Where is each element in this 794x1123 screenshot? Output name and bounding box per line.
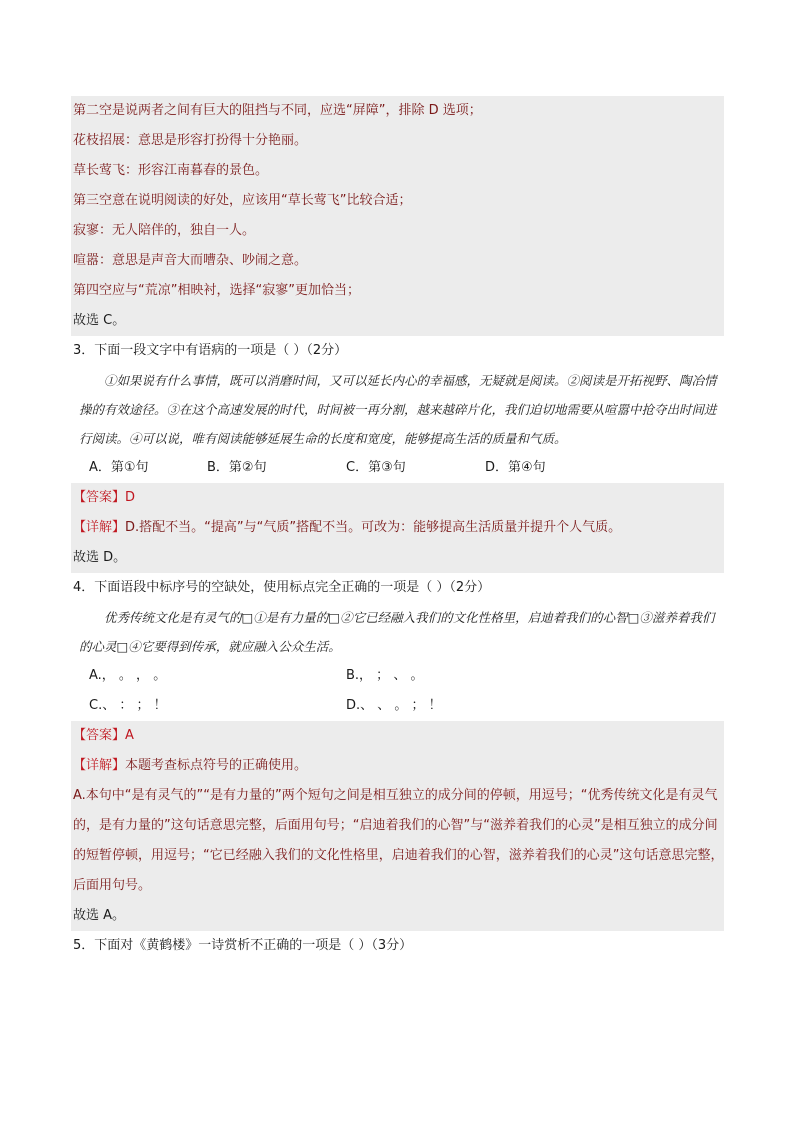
explanation-line: 喧嚣：意思是声音大而嘈杂、吵闹之意。 [73,253,308,268]
option-c: C．第③句 [346,460,406,475]
option-d: D．第④句 [485,460,546,475]
q2-explanation-block [71,96,724,336]
option-b: B.， ； 、 。 [346,668,424,683]
q3-stem: 3．下面一段文字中有语病的一项是（ ）（2分） [73,343,348,358]
q3-options [71,453,724,483]
explanation-line: 寂寥：无人陪伴的，独自一人。 [73,223,256,238]
explanation-line: 第三空意在说明阅读的好处，应该用“草长莺飞”比较合适； [73,193,412,208]
answer-tag: 【答案】 [73,728,126,743]
explanation-line: 草长莺飞：形容江南暮春的景色。 [73,163,269,178]
answer-line [71,483,724,513]
answer-value: A [125,728,134,743]
option-b: B．第②句 [207,460,267,475]
option-c: C.、 ： ； ！ [89,698,167,713]
conclusion-line: 故选 C。 [73,313,126,328]
q3-passage-text: ①如果说有什么事情，既可以消磨时间，又可以延长内心的幸福感，无疑就是阅读。②阅读是开拓视野、陶冶情操的有效途径。③在这个高速发展的时代，时间被一再分割，越来越碎片化，我们迫切地需要从喧嚣中抢夺出时间进行阅读。④可以说，唯有阅读能够延展生命的长度和宽度，能够提高生活的质量和气质。 [79,373,717,446]
document-page [71,96,724,961]
detail-text: 本题考查标点符号的正确使用。 [125,758,308,773]
answer-tag: 【答案】 [73,490,126,505]
detail-tag: 【详解】 [73,520,126,535]
q4-options-row1 [71,661,724,691]
option-a: A．第①句 [89,460,149,475]
detail-line [71,751,724,781]
q5-stem: 5．下面对《黄鹤楼》一诗赏析不正确的一项是（ ）（3分） [73,938,413,953]
option-a: A.， 。 ， 。 [89,668,167,683]
option-d: D.、 、 。 ； ！ [346,698,442,713]
detail-line [71,513,724,543]
q4-stem: 4．下面语段中标序号的空缺处，使用标点完全正确的一项是（ ）（2分） [73,580,491,595]
explanation-line: 第四空应与“荒凉”相映衬，选择“寂寥”更加恰当； [73,283,360,298]
answer-line [71,721,724,751]
detail-tag: 【详解】 [73,758,126,773]
conclusion-line: 故选 D。 [73,550,127,565]
answer-value: D [125,490,136,505]
conclusion-line: 故选 A。 [73,908,126,923]
q4-passage [71,603,724,661]
q4-passage-text: 优秀传统文化是有灵气的□①是有力量的□②它已经融入我们的文化性格里，启迪着我们的心智□③滋养着我们的心灵□④它要得到传承，就应融入公众生活。 [79,610,715,654]
q3-answer-block [71,483,724,573]
detail-text: D.搭配不当。“提高”与“气质”搭配不当。可改为：能够提高生活质量并提升个人气质。 [125,520,622,535]
explanation-line: 第二空是说两者之间有巨大的阻挡与不同，应选“屏障”，排除 D 选项； [73,103,482,118]
explanation-paragraph: A.本句中“是有灵气的”“是有力量的”两个短句之间是相互独立的成分间的停顿，用逗号；“优秀传统文化是有灵气的，是有力量的”这句话意思完整，后面用句号；“启迪着我们的心智”与“滋养着我们的心灵”是相互独立的成分间的短暂停顿，用逗号；“它已经融入我们的文化性格里，启迪着我们的心智，滋养着我们的心灵”这句话意思完整，后面用句号。 [73,788,724,893]
explanation-line: 花枝招展：意思是形容打扮得十分艳丽。 [73,133,308,148]
q4-answer-block [71,721,724,931]
q3-passage [71,366,724,453]
q4-options-row2 [71,691,724,721]
